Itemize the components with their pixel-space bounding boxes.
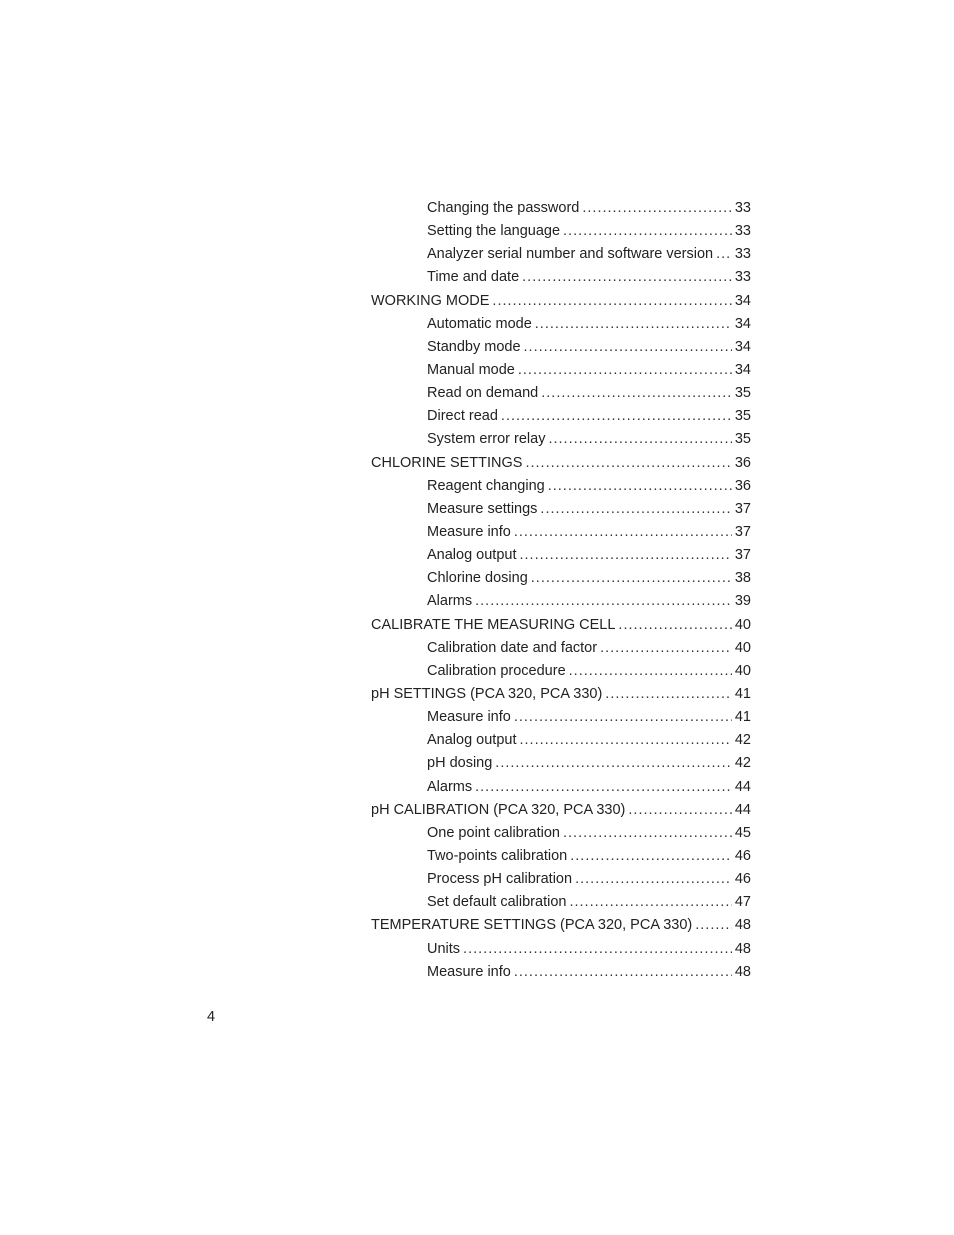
toc-dot-leader — [628, 799, 731, 822]
toc-entry-title: Measure settings — [427, 500, 538, 517]
toc-dot-leader — [524, 336, 732, 359]
toc-entry-title: Calibration date and factor — [427, 639, 598, 656]
toc-dot-leader — [605, 683, 732, 706]
table-of-contents — [371, 197, 751, 984]
toc-subsection-entry — [371, 845, 751, 868]
toc-subsection-entry — [371, 961, 751, 984]
toc-dot-leader — [514, 961, 732, 984]
toc-subsection-entry — [371, 266, 751, 289]
toc-entry-title: Standby mode — [427, 338, 521, 355]
toc-dot-leader — [501, 405, 732, 428]
toc-entry-page: 41 — [734, 685, 751, 702]
toc-dot-leader — [495, 752, 732, 775]
toc-entry-page: 34 — [734, 315, 751, 332]
toc-dot-leader — [548, 475, 732, 498]
toc-dot-leader — [716, 243, 732, 266]
toc-subsection-entry — [371, 637, 751, 660]
toc-entry-title: System error relay — [427, 431, 546, 448]
toc-dot-leader — [569, 891, 731, 914]
toc-dot-leader — [548, 428, 731, 451]
toc-subsection-entry — [371, 868, 751, 891]
toc-entry-title: Measure info — [427, 963, 511, 980]
toc-entry-title: Time and date — [427, 269, 520, 286]
toc-entry-page: 40 — [734, 639, 751, 656]
toc-entry-title: Analog output — [427, 732, 517, 749]
toc-entry-title: Calibration procedure — [427, 662, 566, 679]
toc-dot-leader — [582, 197, 732, 220]
toc-entry-page: 33 — [734, 200, 751, 216]
toc-dot-leader — [570, 845, 732, 868]
toc-entry-page: 48 — [734, 963, 751, 980]
toc-entry-page: 42 — [734, 732, 751, 749]
toc-entry-page: 35 — [734, 385, 751, 402]
toc-entry-title: One point calibration — [427, 824, 560, 841]
toc-entry-title: Process pH calibration — [427, 871, 573, 888]
toc-subsection-entry — [371, 405, 751, 428]
toc-dot-leader — [575, 868, 732, 891]
toc-subsection-entry — [371, 822, 751, 845]
toc-entry-page: 37 — [734, 500, 751, 517]
toc-subsection-entry — [371, 544, 751, 567]
toc-dot-leader — [695, 914, 732, 937]
toc-subsection-entry — [371, 729, 751, 752]
toc-section-entry — [371, 799, 751, 822]
toc-entry-title: CALIBRATE THE MEASURING CELL — [371, 616, 616, 633]
toc-entry-title: pH SETTINGS (PCA 320, PCA 330) — [371, 685, 603, 702]
toc-entry-title: Measure info — [427, 523, 511, 540]
toc-entry-title: Direct read — [427, 408, 498, 425]
toc-dot-leader — [520, 544, 732, 567]
toc-entry-page: 34 — [734, 292, 751, 309]
toc-dot-leader — [525, 452, 731, 475]
toc-dot-leader — [563, 220, 732, 243]
toc-dot-leader — [463, 938, 732, 961]
toc-entry-page: 37 — [734, 547, 751, 564]
toc-dot-leader — [475, 590, 732, 613]
toc-subsection-entry — [371, 776, 751, 799]
toc-entry-page: 33 — [734, 269, 751, 286]
toc-entry-title: Read on demand — [427, 385, 539, 402]
toc-entry-page: 33 — [734, 223, 751, 240]
toc-subsection-entry — [371, 938, 751, 961]
toc-entry-page: 41 — [734, 709, 751, 726]
toc-subsection-entry — [371, 475, 751, 498]
toc-entry-title: Manual mode — [427, 361, 515, 378]
toc-entry-page: 39 — [734, 593, 751, 610]
toc-dot-leader — [600, 637, 732, 660]
toc-subsection-entry — [371, 428, 751, 451]
toc-subsection-entry — [371, 567, 751, 590]
toc-entry-page: 48 — [734, 940, 751, 957]
toc-entry-page: 38 — [734, 570, 751, 587]
toc-subsection-entry — [371, 660, 751, 683]
toc-entry-title: Alarms — [427, 593, 473, 610]
toc-subsection-entry — [371, 313, 751, 336]
toc-entry-title: Set default calibration — [427, 894, 567, 911]
toc-dot-leader — [522, 266, 732, 289]
toc-entry-title: Analog output — [427, 547, 517, 564]
toc-subsection-entry — [371, 359, 751, 382]
toc-subsection-entry — [371, 243, 751, 266]
toc-dot-leader — [518, 359, 732, 382]
toc-section-entry — [371, 614, 751, 637]
toc-dot-leader — [618, 614, 731, 637]
toc-subsection-entry — [371, 521, 751, 544]
toc-subsection-entry — [371, 197, 751, 220]
toc-entry-page: 34 — [734, 361, 751, 378]
toc-entry-title: pH dosing — [427, 755, 493, 772]
toc-entry-page: 42 — [734, 755, 751, 772]
toc-entry-title: WORKING MODE — [371, 292, 490, 309]
toc-subsection-entry — [371, 590, 751, 613]
toc-entry-page: 44 — [734, 801, 751, 818]
toc-entry-page: 35 — [734, 408, 751, 425]
toc-entry-page: 47 — [734, 894, 751, 911]
page-number: 4 — [207, 1009, 216, 1025]
toc-entry-page: 46 — [734, 871, 751, 888]
toc-entry-title: Measure info — [427, 709, 511, 726]
toc-dot-leader — [563, 822, 732, 845]
toc-entry-title: Changing the password — [427, 200, 580, 216]
toc-entry-title: Units — [427, 940, 461, 957]
toc-dot-leader — [475, 776, 732, 799]
toc-dot-leader — [535, 313, 732, 336]
toc-entry-page: 35 — [734, 431, 751, 448]
toc-subsection-entry — [371, 336, 751, 359]
toc-dot-leader — [514, 521, 732, 544]
toc-entry-title: CHLORINE SETTINGS — [371, 454, 523, 471]
toc-entry-page: 36 — [734, 454, 751, 471]
toc-subsection-entry — [371, 752, 751, 775]
toc-entry-page: 37 — [734, 523, 751, 540]
toc-entry-page: 40 — [734, 662, 751, 679]
toc-dot-leader — [569, 660, 732, 683]
toc-entry-title: TEMPERATURE SETTINGS (PCA 320, PCA 330) — [371, 917, 693, 934]
toc-subsection-entry — [371, 220, 751, 243]
toc-entry-title: Setting the language — [427, 223, 561, 240]
toc-entry-title: Analyzer serial number and software version — [427, 246, 714, 263]
toc-entry-page: 36 — [734, 477, 751, 494]
toc-entry-page: 45 — [734, 824, 751, 841]
toc-dot-leader — [492, 290, 731, 313]
toc-subsection-entry — [371, 891, 751, 914]
toc-section-entry — [371, 683, 751, 706]
toc-entry-title: Alarms — [427, 778, 473, 795]
toc-dot-leader — [541, 382, 732, 405]
toc-dot-leader — [514, 706, 732, 729]
toc-dot-leader — [531, 567, 732, 590]
toc-dot-leader — [520, 729, 732, 752]
toc-entry-title: pH CALIBRATION (PCA 320, PCA 330) — [371, 801, 626, 818]
toc-entry-page: 48 — [734, 917, 751, 934]
toc-entry-page: 44 — [734, 778, 751, 795]
toc-entry-page: 40 — [734, 616, 751, 633]
toc-entry-title: Automatic mode — [427, 315, 532, 332]
toc-subsection-entry — [371, 706, 751, 729]
toc-entry-title: Chlorine dosing — [427, 570, 528, 587]
toc-entry-title: Two-points calibration — [427, 847, 568, 864]
toc-subsection-entry — [371, 382, 751, 405]
toc-section-entry — [371, 914, 751, 937]
toc-dot-leader — [540, 498, 731, 521]
toc-section-entry — [371, 290, 751, 313]
toc-entry-page: 46 — [734, 847, 751, 864]
toc-subsection-entry — [371, 498, 751, 521]
toc-entry-page: 33 — [734, 246, 751, 263]
toc-section-entry — [371, 452, 751, 475]
toc-entry-title: Reagent changing — [427, 477, 545, 494]
toc-entry-page: 34 — [734, 338, 751, 355]
